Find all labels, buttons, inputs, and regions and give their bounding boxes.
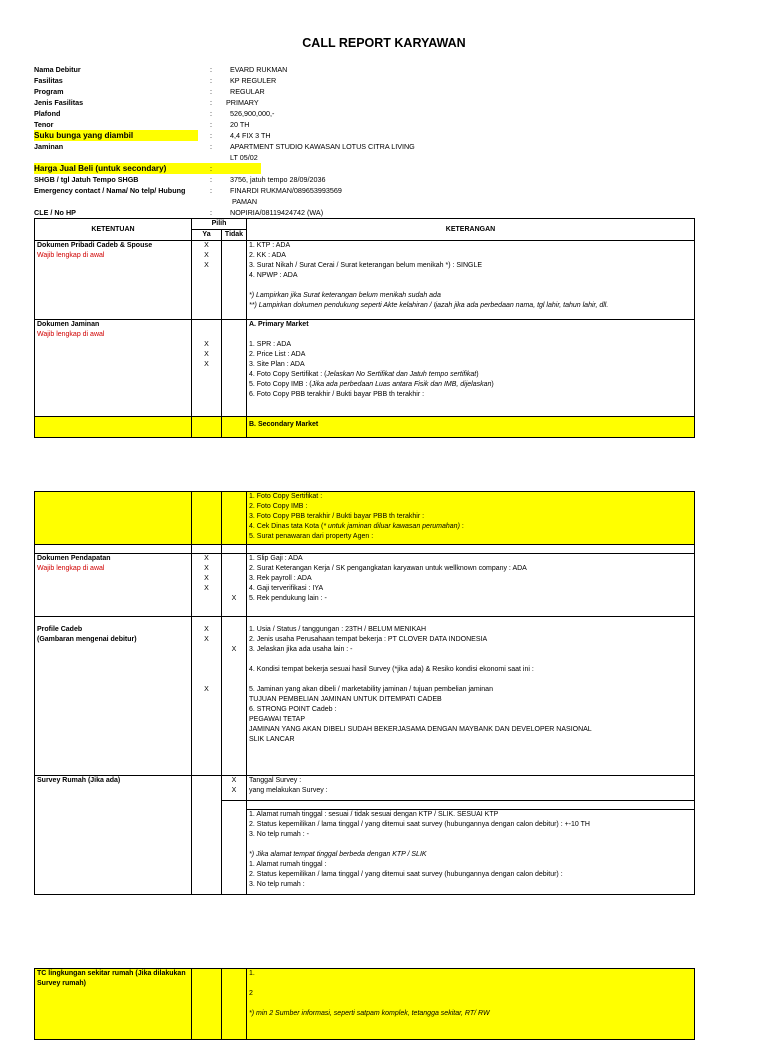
row-tc-lingkungan (35, 969, 695, 1040)
row-dokumen-jaminan (35, 320, 695, 417)
item: SLIK LANCAR (249, 736, 295, 743)
item: 1. (249, 970, 255, 977)
row-label: Dokumen Pendapatan (37, 555, 111, 562)
colon: : (210, 109, 212, 118)
col-ya: Ya (192, 230, 222, 241)
footnote: *) Jika alamat tempat tinggal berbeda dengan KTP / SLIK (249, 851, 427, 858)
row-secondary-items (35, 492, 695, 545)
item: 2. Price List : ADA (249, 351, 306, 358)
item-italic: Jelaskan No Sertifikat dan Jatuh tempo sertifikat (326, 371, 477, 378)
colon: : (210, 175, 212, 184)
item: 1. Slip Gaji : ADA (249, 555, 303, 562)
row-label: Dokumen Jaminan (37, 321, 100, 328)
colon: : (210, 142, 212, 151)
row-dokumen-pribadi (35, 241, 695, 320)
item: 6. Foto Copy PBB terakhir / Bukti bayar PBB th terakhir : (249, 391, 425, 398)
check-ya: X (204, 262, 209, 269)
item: 2. Status kepemilikan / lama tinggal / yang ditemui saat survey (hubungannya dengan calon debitur) : (249, 871, 563, 878)
field-value: PRIMARY (226, 98, 259, 107)
footnote: *) Lampirkan jika Surat keterangan belum menikah sudah ada (249, 292, 441, 299)
row-secondary-market (35, 417, 695, 438)
colon: : (210, 164, 212, 173)
item: PEGAWAI TETAP (249, 716, 306, 723)
item-italic: Jika ada perbedaan Luas antara Fisik dan IMB, dijelaskan (311, 381, 492, 388)
field-label: SHGB / tgl Jatuh Tempo SHGB (34, 175, 139, 184)
item-text: 4. Foto Copy Sertifikat : ( (249, 371, 327, 378)
item-text: : (459, 523, 464, 530)
col-tidak: Tidak (222, 230, 247, 241)
check-ya: X (204, 565, 209, 572)
item: TUJUAN PEMBELIAN JAMINAN UNTUK DITEMPATI CADEB (249, 696, 442, 703)
check-ya: X (204, 341, 209, 348)
item (249, 380, 692, 390)
field-label: Jaminan (34, 142, 64, 151)
item: 3. No telp rumah : - (249, 831, 309, 838)
item: JAMINAN YANG AKAN DIBELI SUDAH BEKERJASAMA DENGAN MAYBANK DAN DEVELOPER NASIONAL (249, 726, 592, 733)
item: 3. Foto Copy PBB terakhir / Bukti bayar PBB th terakhir : (249, 513, 425, 520)
field-label: Fasilitas (34, 76, 63, 85)
check-ya: X (204, 636, 209, 643)
item: 2. Foto Copy IMB : (249, 503, 308, 510)
check-tidak: X (231, 595, 237, 602)
check-ya: X (204, 361, 209, 368)
item (249, 522, 692, 532)
colon: : (210, 186, 212, 195)
item-text: ) (476, 371, 479, 378)
field-label: Program (34, 87, 64, 96)
check-ya: X (204, 686, 209, 693)
field-label: Suku bunga yang diambil (34, 130, 198, 141)
item: 4. Kondisi tempat bekerja sesuai hasil Survey (*jika ada) & Resiko kondisi ekonomi saat ini : (249, 666, 534, 673)
item: 5. Rek pendukung lain : - (249, 595, 327, 602)
col-keterangan: KETERANGAN (247, 219, 695, 241)
row-profile-cadeb (35, 617, 695, 776)
row-label: TC lingkungan sekitar rumah (Jika dilakukan Survey rumah) (37, 970, 186, 987)
colon: : (210, 65, 212, 74)
col-ketentuan: KETENTUAN (35, 219, 192, 241)
item: 1. Alamat rumah tinggal : sesuai / tidak sesuai dengan KTP / SLIK. SESUAI KTP (249, 811, 499, 818)
field-value: EVARD RUKMAN (230, 65, 288, 74)
market-heading: B. Secondary Market (249, 421, 319, 428)
colon: : (210, 76, 212, 85)
market-heading: A. Primary Market (249, 321, 309, 328)
field-value: LT 05/02 (230, 153, 258, 162)
item: 2. KK : ADA (249, 252, 286, 259)
field-label: Plafond (34, 109, 61, 118)
item-italic: * untuk jaminan diluar kawasan perumahan) (323, 523, 460, 530)
page-title: CALL REPORT KARYAWAN (302, 36, 466, 50)
field-value: NOPIRIA/08119424742 (WA) (230, 208, 324, 217)
row-note: Wajib lengkap di awal (37, 331, 105, 338)
item: 5. Surat penawaran dari property Agen : (249, 533, 374, 540)
item: 5. Jaminan yang akan dibeli / marketability jaminan / tujuan pembelian jaminan (249, 686, 493, 693)
colon: : (210, 98, 212, 107)
colon: : (210, 208, 212, 217)
check-ya: X (204, 585, 209, 592)
check-ya: X (204, 555, 209, 562)
item: 2. Status kepemilikan / lama tinggal / yang ditemui saat survey (hubungannya dengan calon debitur) : +-10 TH (249, 821, 590, 828)
check-ya: X (204, 575, 209, 582)
item: yang melakukan Survey : (249, 787, 328, 794)
ketentuan-table-tc (34, 968, 695, 1040)
item: 2 (249, 990, 253, 997)
check-ya: X (204, 252, 209, 259)
colon: : (210, 120, 212, 129)
field-label: Harga Jual Beli (untuk secondary) (34, 163, 261, 174)
colon: : (210, 131, 212, 140)
footnote: *) min 2 Sumber informasi, seperti satpam komplek, tetangga sekitar, RT/ RW (249, 1010, 490, 1017)
footnote: **) Lampirkan dokumen pendukung seperti Akte kelahiran / Ijazah jika ada perbedaan nama, tgl lahir, tahun lahir, dll. (249, 302, 609, 309)
field-value: REGULAR (230, 87, 265, 96)
item-text: 4. Cek Dinas tata Kota ( (249, 523, 324, 530)
row-note: Wajib lengkap di awal (37, 252, 105, 259)
check-tidak: X (231, 777, 237, 784)
item: 1. Usia / Status / tanggungan : 23TH / BELUM MENIKAH (249, 626, 427, 633)
check-tidak: X (231, 646, 237, 653)
field-value: 3756, jatuh tempo 28/09/2036 (230, 175, 326, 184)
col-pilih: Pilih (192, 219, 247, 230)
item: 6. STRONG POINT Cadeb : (249, 706, 337, 713)
item: Tanggal Survey : (249, 777, 302, 784)
field-value: 526,900,000,- (230, 109, 275, 118)
debtor-header (34, 64, 704, 216)
field-value: 20 TH (230, 120, 250, 129)
item: 1. Foto Copy Sertifikat : (249, 493, 323, 500)
row-label: Dokumen Pribadi Cadeb & Spouse (37, 242, 153, 249)
item: 4. NPWP : ADA (249, 272, 298, 279)
ketentuan-table (34, 218, 695, 438)
ketentuan-table-cont (34, 491, 695, 895)
item (249, 370, 692, 380)
item: 1. SPR : ADA (249, 341, 292, 348)
item: 3. Site Plan : ADA (249, 361, 305, 368)
field-value: KP REGULER (230, 76, 277, 85)
item-text: 5. Foto Copy IMB : ( (249, 381, 312, 388)
field-value: FINARDI RUKMAN/089653993569 (230, 186, 342, 195)
item: 1. Alamat rumah tinggal : (249, 861, 327, 868)
row-dokumen-pendapatan (35, 554, 695, 617)
check-ya: X (204, 242, 209, 249)
item: 3. Surat Nikah / Surat Cerai / Surat keterangan belum menikah *) : SINGLE (249, 262, 483, 269)
item: 3. Rek payroll : ADA (249, 575, 312, 582)
row-label: (Gambaran mengenai debitur) (37, 636, 137, 643)
item: 2. Jenis usaha Perusahaan tempat bekerja : PT CLOVER DATA INDONESIA (249, 636, 488, 643)
row-label: Profile Cadeb (37, 626, 83, 633)
row-note: Wajib lengkap di awal (37, 565, 105, 572)
row-survey-rumah (35, 776, 695, 801)
item: 4. Gaji terverifikasi : IYA (249, 585, 324, 592)
item-text: ) (491, 381, 494, 388)
colon: : (210, 87, 212, 96)
check-ya: X (204, 351, 209, 358)
item: 2. Surat Keterangan Kerja / SK pengangkatan karyawan untuk wellknown company : ADA (249, 565, 527, 572)
item: 3. Jelaskan jika ada usaha lain : - (249, 646, 353, 653)
field-label: Emergency contact / Nama/ No telp/ Hubung (34, 186, 186, 195)
row-label: Survey Rumah (Jika ada) (37, 777, 121, 784)
field-value: APARTMENT STUDIO KAWASAN LOTUS CITRA LIVING (230, 142, 415, 151)
check-ya: X (204, 626, 209, 633)
field-label: CLE / No HP (34, 208, 76, 217)
item: 3. No telp rumah : (249, 881, 305, 888)
field-label: Nama Debitur (34, 65, 81, 74)
field-value: PAMAN (232, 197, 258, 206)
check-tidak: X (231, 787, 237, 794)
field-label: Tenor (34, 120, 54, 129)
field-label: Jenis Fasilitas (34, 98, 84, 107)
item: 1. KTP : ADA (249, 242, 291, 249)
field-value: 4,4 FIX 3 TH (230, 131, 271, 140)
